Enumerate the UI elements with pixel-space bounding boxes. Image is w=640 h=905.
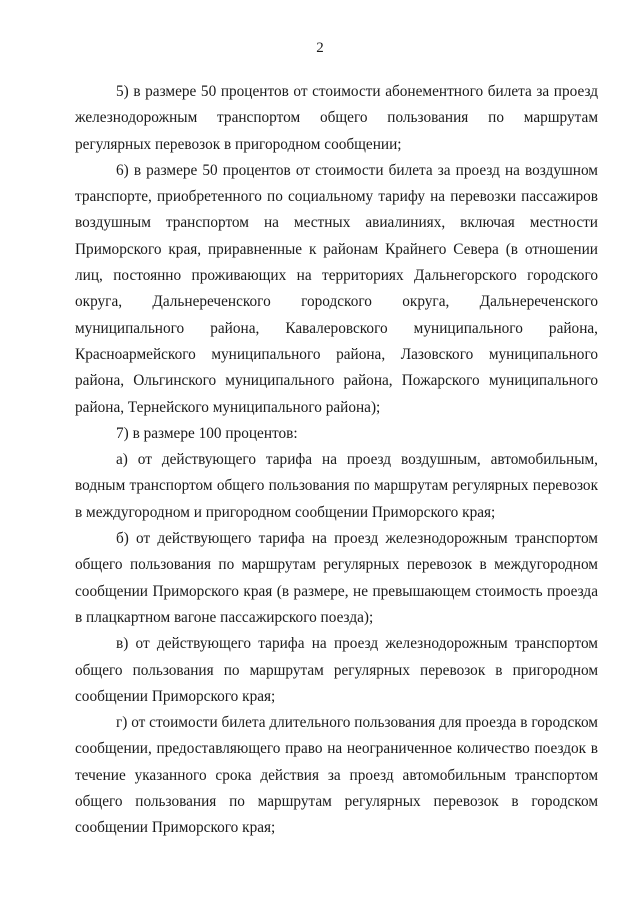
paragraph-item-5: 5) в размере 50 процентов от стоимости абонементного билета за проезд железнодорожным транспортом общего пользования по маршрутам регулярных перевозок в пригородном сообщении;: [75, 83, 598, 153]
page-number: 2: [316, 40, 324, 56]
subparagraph-b: б) от действующего тарифа на проезд железнодорожным транспортом общего пользования по маршрутам регулярных перевозок в междугородном сообщении Приморского края (в размере, не превышающем стоимость проезда в плацкартном вагоне пассажирского поезда);: [75, 530, 598, 626]
subparagraph-g: г) от стоимости билета длительного пользования для проезда в городском сообщении, предоставляющего право на неограниченное количество поездок в течение указанного срока действия за проезд автомобильным транспортом общего пользования по маршрутам регулярных перевозок в городском сообщении Приморского края;: [75, 714, 598, 837]
paragraph-item-6: 6) в размере 50 процентов от стоимости билета за проезд на воздушном транспорте, приобретенного по социальному тарифу на перевозки пассажиров воздушным транспортом на местных авиалиниях, включая местности Приморского края, приравненные к районам Крайнего Севера (в отношении лиц, постоянно проживающих на территориях Дальнегорского городского округа, Дальнереченского городского округа, Дальнереченского муниципального района, Кавалеровского муниципального района, Красноармейского муниципального района, Лазовского муниципального района, Ольгинского муниципального района, Пожарского муниципального района, Тернейского муниципального района);: [75, 161, 598, 416]
paragraph-item-7: 7) в размере 100 процентов:: [116, 424, 298, 442]
subparagraph-a: а) от действующего тарифа на проезд воздушным, автомобильным, водным транспортом общего пользования по маршрутам регулярных перевозок в междугородном и пригородном сообщении Приморского края;: [75, 451, 598, 521]
document-body: [75, 79, 598, 842]
subparagraph-v: в) от действующего тарифа на проезд железнодорожным транспортом общего пользования по маршрутам регулярных перевозок в пригородном сообщении Приморского края;: [75, 635, 598, 705]
